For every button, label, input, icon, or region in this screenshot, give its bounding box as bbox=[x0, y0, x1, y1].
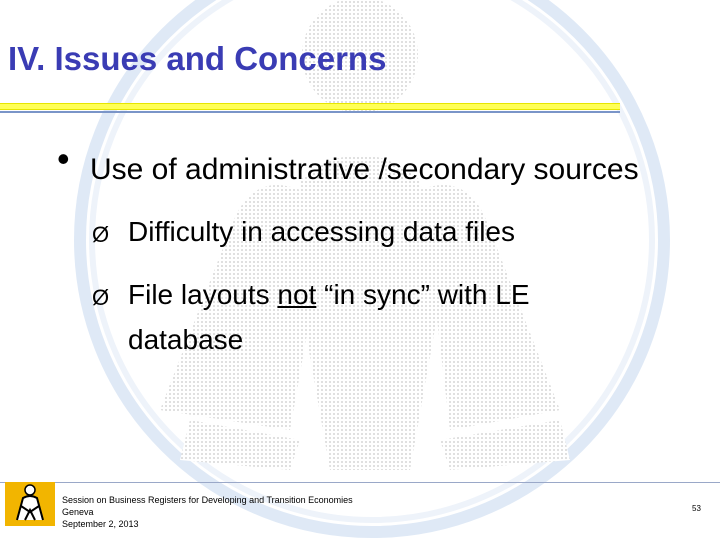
main-point: Use of administrative /secondary sources bbox=[90, 153, 639, 186]
footer-text bbox=[62, 494, 353, 530]
sub-point-2-suffix: “in sync” with LE bbox=[316, 279, 530, 310]
footer-date: September 2, 2013 bbox=[62, 519, 139, 529]
sub-point-1: Difficulty in accessing data files bbox=[128, 216, 515, 247]
sub-point-2-continuation: database bbox=[128, 324, 244, 355]
bullet-icon: • bbox=[57, 138, 70, 179]
page-number: 53 bbox=[692, 504, 701, 513]
title-rule-blue bbox=[0, 111, 620, 113]
sub-point-2-emphasis: not bbox=[277, 279, 317, 310]
arrow-bullet-icon: Ø bbox=[92, 285, 110, 310]
arrow-bullet-icon: Ø bbox=[92, 222, 110, 247]
slide-title: IV. Issues and Concerns bbox=[8, 40, 387, 77]
sub-point-2 bbox=[128, 273, 530, 317]
footer-event: Session on Business Registers for Developing and Transition Economies bbox=[62, 495, 353, 505]
footer-divider bbox=[0, 482, 720, 483]
footer-location: Geneva bbox=[62, 507, 94, 517]
sub-point-2-prefix: File layouts bbox=[128, 279, 278, 310]
logo-icon bbox=[5, 482, 55, 526]
title-rule-yellow bbox=[0, 103, 620, 110]
